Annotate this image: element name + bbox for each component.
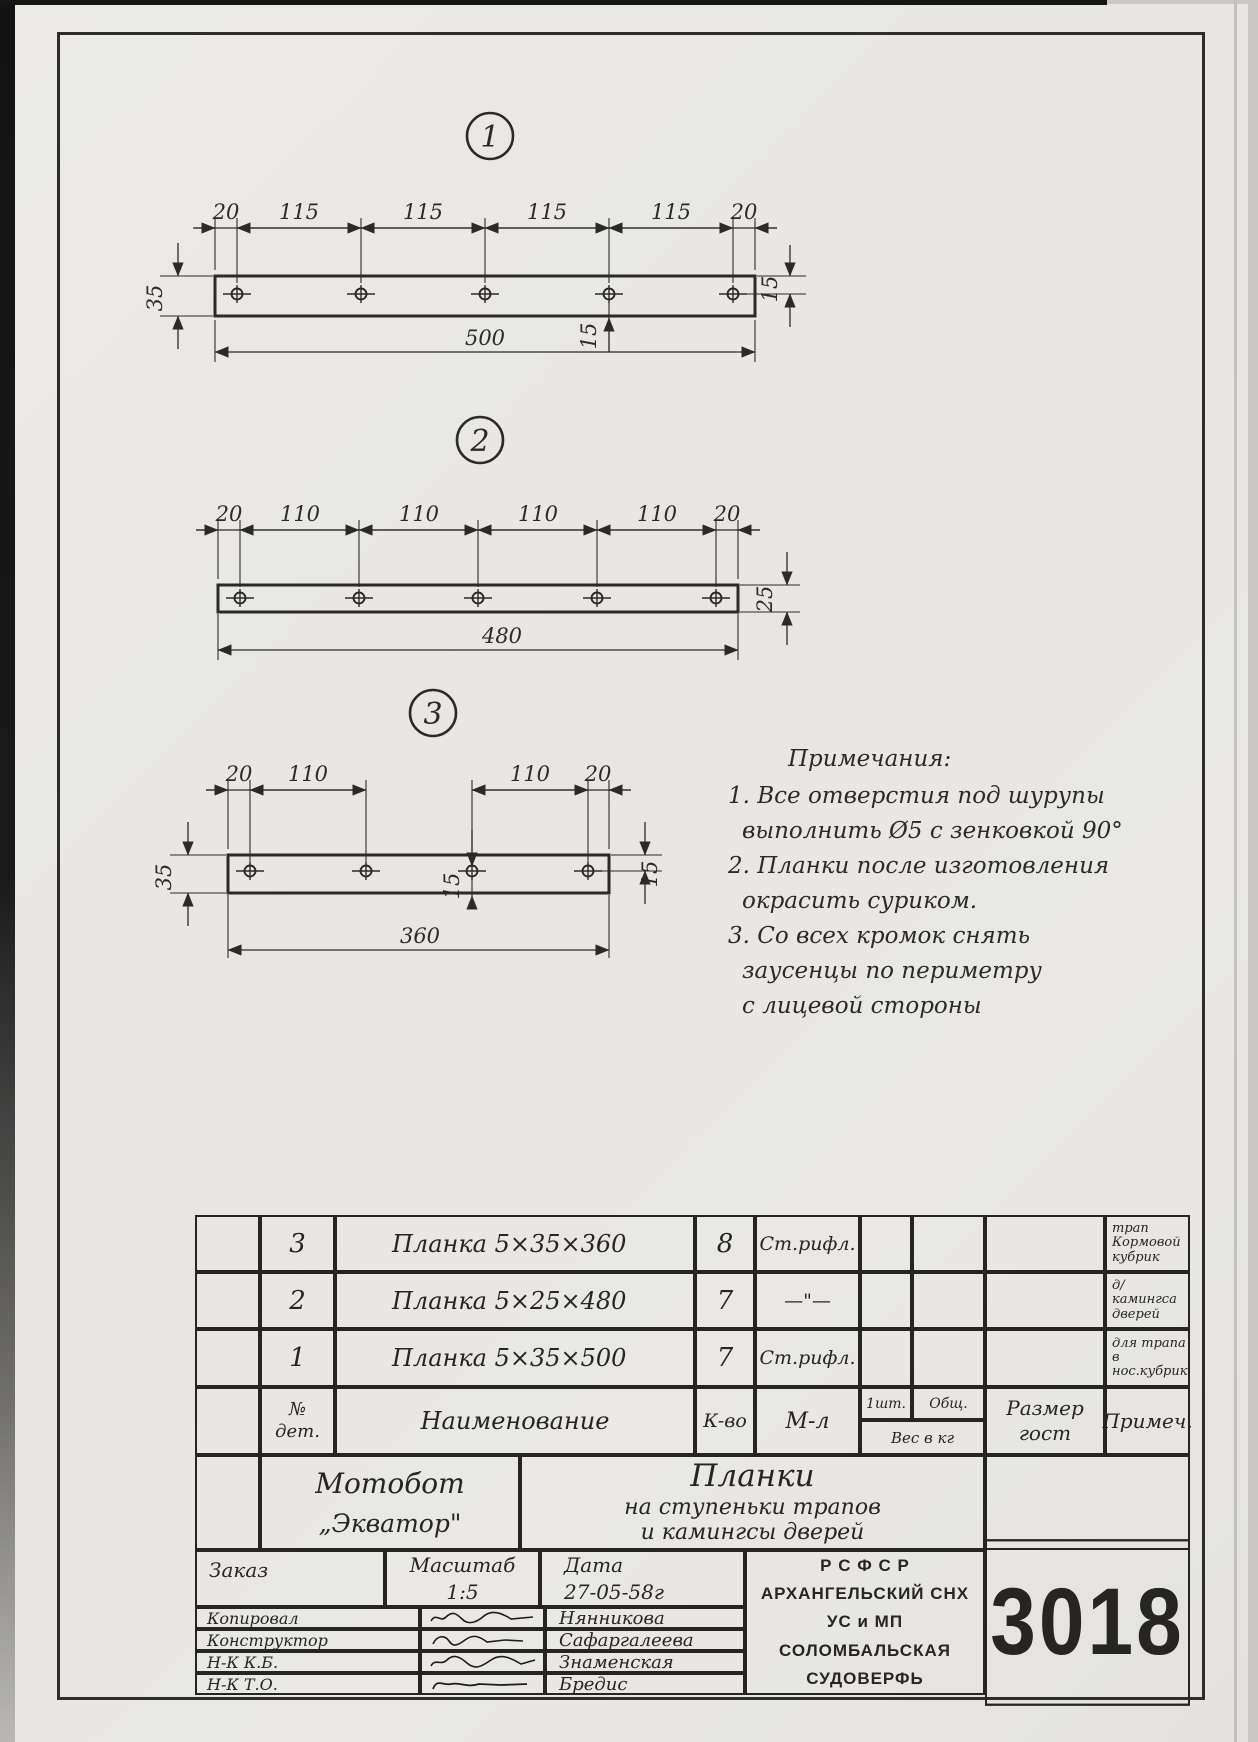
header-text: гост: [1018, 1421, 1072, 1445]
dim-label: 110: [509, 762, 551, 786]
detail-3: [152, 690, 662, 958]
signature-icon: [427, 1632, 539, 1648]
header-size: [985, 1387, 1105, 1455]
table-cell-empty: [195, 1329, 260, 1387]
signature-cell: [420, 1607, 545, 1629]
org-line: СУДОВЕРФЬ: [806, 1668, 924, 1688]
header-text: №: [288, 1399, 307, 1421]
signature-cell: [420, 1629, 545, 1651]
header-text: дет.: [275, 1421, 320, 1442]
organization-cell: [745, 1550, 985, 1695]
dim-label: 20: [225, 762, 253, 786]
scale-value: 1:5: [446, 1579, 479, 1604]
sign-role: Н-К Т.О.: [195, 1673, 420, 1695]
part-row-det-no: 1: [260, 1329, 335, 1387]
sign-name: Сафаргалеева: [545, 1629, 745, 1651]
dim-label: 110: [398, 502, 440, 526]
header-note: Примеч.: [1105, 1387, 1190, 1455]
sign-role: Конструктор: [195, 1629, 420, 1651]
org-line: СОЛОМБАЛЬСКАЯ: [779, 1640, 951, 1660]
dim-label-height: 25: [753, 585, 777, 613]
table-cell-empty: [912, 1215, 985, 1272]
detail-1-number: 1: [480, 120, 500, 155]
header-total: Общ.: [912, 1387, 985, 1420]
sign-name: Знаменская: [545, 1651, 745, 1673]
dim-label: 115: [650, 200, 692, 224]
table-cell-empty: [985, 1215, 1105, 1272]
date-label: Дата: [564, 1552, 624, 1577]
dim-label-offset: 15: [638, 860, 662, 888]
note-line: с лицевой стороны: [742, 993, 982, 1019]
detail-1-holes: [223, 285, 747, 303]
note-text: кубрик: [1112, 1249, 1160, 1265]
notes-block: [728, 742, 1168, 1024]
table-cell-empty: [195, 1215, 260, 1272]
header-text: Размер: [1006, 1396, 1084, 1420]
signature-cell: [420, 1673, 545, 1695]
table-cell-empty: [195, 1455, 260, 1550]
detail-2: [196, 417, 800, 660]
table-cell-empty: [985, 1329, 1105, 1387]
detail-2-number: 2: [470, 424, 490, 459]
note-text: дверей: [1112, 1306, 1160, 1322]
scale-cell: [385, 1550, 540, 1607]
dim-label-offset: 15: [758, 275, 782, 303]
part-row-qty: 7: [695, 1272, 755, 1329]
signature-cell: [420, 1651, 545, 1673]
detail-3-plate: [228, 855, 609, 893]
sign-role: Копировал: [195, 1607, 420, 1629]
signature-icon: [427, 1676, 539, 1692]
scale-label: Масштаб: [409, 1552, 516, 1577]
table-cell-empty: [912, 1272, 985, 1329]
dim-label: 115: [526, 200, 568, 224]
title-block-table: [195, 1215, 1193, 1695]
note-line: окрасить суриком.: [742, 888, 978, 914]
dim-label: 110: [517, 502, 559, 526]
date-value: 27-05-58г: [564, 1579, 664, 1604]
notes-title: Примечания:: [788, 746, 952, 772]
note-text: трап: [1112, 1221, 1149, 1237]
dim-label: 115: [278, 200, 320, 224]
part-row-material: Ст.рифл.: [755, 1215, 860, 1272]
detail-2-holes: [226, 589, 730, 607]
note-text: для трапа: [1112, 1335, 1186, 1351]
project-name: Мотобот: [315, 1466, 465, 1500]
document-number-cell: 3018: [985, 1539, 1190, 1706]
dim-label-total: 480: [481, 624, 523, 648]
sign-name: Нянникова: [545, 1607, 745, 1629]
org-line: Р С Ф С Р: [820, 1556, 910, 1576]
table-cell-empty: [985, 1455, 1190, 1550]
detail-3-holes: [236, 862, 602, 880]
part-row-note: [1105, 1272, 1190, 1329]
dim-label: 110: [279, 502, 321, 526]
table-cell-empty: [860, 1329, 912, 1387]
sign-role: Н-К К.Б.: [195, 1651, 420, 1673]
project-name-cell: [260, 1455, 520, 1550]
drawing-title: Планки: [690, 1458, 815, 1495]
dim-label: 20: [713, 502, 741, 526]
drawing-title-cell: [520, 1455, 985, 1550]
dim-label: 110: [287, 762, 329, 786]
org-line: УС и МП: [826, 1612, 904, 1632]
org-line: АРХАНГЕЛЬСКИЙ СНХ: [760, 1584, 970, 1604]
header-det-no: [260, 1387, 335, 1455]
note-text: Кормовой: [1112, 1235, 1181, 1251]
drawing-subtitle: и камингсы дверей: [640, 1520, 865, 1546]
date-cell: [540, 1550, 745, 1607]
table-cell-empty: [195, 1387, 260, 1455]
note-line: 1. Все отверстия под шурупы: [728, 783, 1105, 809]
header-material: М-л: [755, 1387, 860, 1455]
signature-icon: [427, 1654, 539, 1670]
part-row-note: [1105, 1215, 1190, 1272]
header-one-pc: 1шт.: [860, 1387, 912, 1420]
part-row-det-no: 3: [260, 1215, 335, 1272]
part-row-name: Планка 5×25×480: [335, 1272, 695, 1329]
detail-1: [143, 113, 806, 362]
dim-label-height: 35: [152, 863, 176, 891]
table-cell-empty: [195, 1272, 260, 1329]
note-text: д/камингса: [1112, 1278, 1177, 1308]
header-name: Наименование: [335, 1387, 695, 1455]
dim-label: 115: [402, 200, 444, 224]
table-cell-empty: [860, 1272, 912, 1329]
part-row-material: —"—: [755, 1272, 860, 1329]
note-line: 3. Со всех кромок снять: [728, 923, 1031, 949]
note-line: выполнить Ø5 с зенковкой 90°: [742, 818, 1123, 844]
part-row-det-no: 2: [260, 1272, 335, 1329]
dim-label: 20: [215, 502, 243, 526]
dim-label: 20: [584, 762, 612, 786]
detail-3-number: 3: [423, 697, 443, 732]
dim-label-offset: 15: [440, 872, 464, 900]
table-cell-empty: [860, 1215, 912, 1272]
table-cell-empty: [985, 1272, 1105, 1329]
note-line: заусенцы по периметру: [742, 958, 1042, 984]
part-row-note: [1105, 1329, 1190, 1387]
part-row-qty: 7: [695, 1329, 755, 1387]
dim-label-total: 360: [399, 924, 441, 948]
part-row-qty: 8: [695, 1215, 755, 1272]
header-weight: Вес в кг: [860, 1420, 985, 1455]
header-qty: К-во: [695, 1387, 755, 1455]
part-row-material: Ст.рифл.: [755, 1329, 860, 1387]
drawing-subtitle: на ступеньки трапов: [624, 1495, 881, 1521]
part-row-name: Планка 5×35×500: [335, 1329, 695, 1387]
sign-name: Бредис: [545, 1673, 745, 1695]
signature-icon: [427, 1610, 539, 1626]
dim-label-offset: 15: [577, 322, 601, 350]
dim-label-total: 500: [464, 326, 506, 350]
dim-label: 20: [730, 200, 758, 224]
dim-label: 110: [636, 502, 678, 526]
order-cell: Заказ: [195, 1550, 385, 1607]
note-line: 2. Планки после изготовления: [728, 853, 1110, 879]
dim-label: 20: [212, 200, 240, 224]
note-text: в нос.кубрик: [1112, 1349, 1188, 1380]
part-row-name: Планка 5×35×360: [335, 1215, 695, 1272]
project-subname: „Экватор": [318, 1508, 462, 1538]
table-cell-empty: [912, 1329, 985, 1387]
dim-label-height: 35: [143, 284, 167, 312]
